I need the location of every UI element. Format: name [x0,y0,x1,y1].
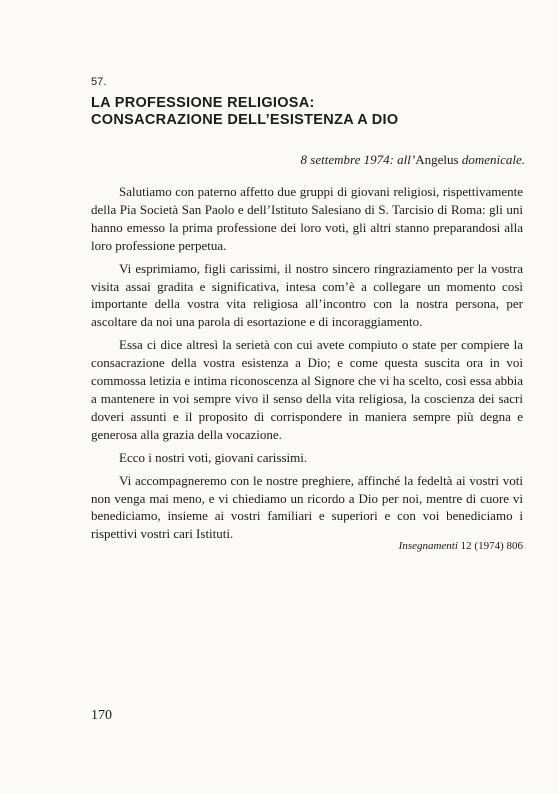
title-line-2: CONSACRAZIONE DELL’ESISTENZA A DIO [91,112,399,128]
document-number: 57. [91,76,107,88]
paragraph: Vi esprimiamo, figli carissimi, il nostro sincero ringraziamento per la vostra visita assai gradita e significativa, intesa com’è a collegare un momento così importante della vostra vita religiosa all’incontro con la nostra persona, per ascoltare da noi una parola di esortazione e di incoraggiamento. [91,260,523,330]
dateline-prefix: all’ [397,152,416,167]
page-number: 170 [91,708,112,723]
paragraph: Vi accompagneremo con le nostre preghiere, affinché la fedeltà ai vostri voti non venga mai meno, e vi chiediamo un ricordo a Dio per noi, mentre di cuore vi benediciamo, insieme ai vostri familiari e superiori e con voi benediciamo i rispettivi vostri cari Istituti. [91,472,523,542]
dateline [301,152,525,168]
paragraph: Ecco i nostri voti, giovani carissimi. [119,449,308,465]
title-line-1: LA PROFESSIONE RELIGIOSA: [91,95,315,111]
body-text [91,183,523,548]
dateline-date: 8 settembre 1974: [300,152,398,167]
paragraph: Salutiamo con paterno affetto due gruppi di giovani religiosi, rispettivamente della Pia Società San Paolo e dell’Istituto Salesiano di S. Tarcisio di Roma: gli uni hanno emesso la prima professione dei loro voti, gli altri stanno preparandosi alla loro professione perpetua. [91,184,523,253]
source-citation [399,540,523,552]
dateline-event: Angelus [415,152,459,167]
source-ref: 12 (1974) 806 [457,540,523,552]
document-title [91,95,511,129]
dateline-suffix: domenicale. [458,152,525,167]
paragraph: Essa ci dice altresì la serietà con cui avete compiuto o state per compiere la consacrazione della vostra esistenza a Dio; e come questa suscita ora in voi commossa letizia e intima riconoscenza al Signore che vi ha scelto, così essa abbia a mantenere in voi sempre vivo il senso della vita religiosa, la coscienza dei sacri doveri assunti e il proposito di corrispondere in maniera sempre più degna e generosa alla grazia della vocazione. [91,337,523,442]
source-work: Insegnamenti [398,540,458,552]
